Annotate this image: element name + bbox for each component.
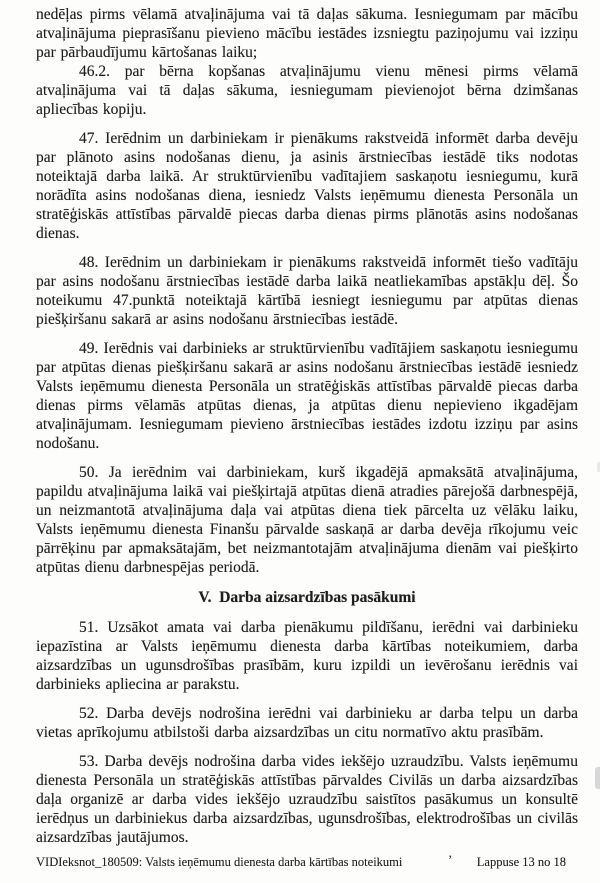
paragraph-47: 47. Ierēdnim un darbiniekam ir pienākums rakstveidā informēt darba devēju par plānoto asins nodošanas dienu, ja asinis ārstniecības iestādē tiks nodotas noteiktajā darba laikā. Ar struktūrvienību vadītajiem saskaņotu iesniegumu, kurā norādīta asins nodošanas diena, iesniedz Valsts ieņēmumu dienesta Personāla un stratēģiskās attīstības pārvaldē piecas darba dienas pirms plānotās asins nodošanas dienas. [36,130,578,242]
paragraph-50: 50. Ja ierēdnim vai darbiniekam, kurš ikgadējā apmaksātā atvaļinājuma, papildu atvaļinājuma laikā vai piešķirtajā atpūtas dienā atradies pārejošā darbnespējā, un neizmantotā atvaļinājuma daļa vai atpūtas diena tiek pārcelta uz vēlāku laiku, Valsts ieņēmumu dienesta Finanšu pārvalde saskaņā ar darba devēja rīkojumu veic pārrēķinu par apmaksātajām, bet neizmantotajām atvaļinājuma dienām vai piešķirto atpūtas dienu darbnespējas periodā. [36,464,578,576]
scan-artifact-mark: ’ [448,852,453,867]
footer-page-number: Lappuse 13 no 18 [476,855,566,869]
paragraph-51: 51. Uzsākot amata vai darba pienākumu pildīšanu, ierēdni vai darbinieku iepazīstina ar Valsts ieņēmumu dienesta darba kārtības noteikumiem, darba aizsardzības un ugunsdrošības prasībām, kuru izpildi un ievērošanu ierēdnis vai darbinieks apliecina ar parakstu. [36,619,578,693]
section-heading-v-darba-aizsardzibas-pasakumi: V. Darba aizsardzības pasākumi [198,589,416,606]
paragraph-46-2: 46.2. par bērna kopšanas atvaļinājumu vienu mēnesi pirms vēlamā atvaļinājuma vai tā daļas sākuma, iesniegumam pievienojot bērna dzimšanas apliecības kopiju. [36,63,578,118]
paragraph-48: 48. Ierēdnim un darbiniekam ir pienākums rakstveidā informēt tiešo vadītāju par asins nodošanu ārstniecības iestādē darba laikā neatliekamības apstākļu dēļ. Šo noteikumu 47.punktā noteiktajā kārtībā iesniegt iesniegumu par atpūtas dienas piešķiršanu sakarā ar asins nodošanu ārstniecības iestādē. [36,254,578,328]
paragraph-52: 52. Darba devējs nodrošina ierēdni vai darbinieku ar darba telpu un darba vietas aprīkojumu atbilstoši darba aizsardzības un citu normatīvo aktu prasībām. [36,705,578,741]
paragraph-53: 53. Darba devējs nodrošina darba vides iekšējo uzraudzību. Valsts ieņēmumu dienesta Personāla un stratēģiskās attīstības pārvaldes Civilās un darba aizsardzības daļa organizē ar darba vides iekšējo uzraudzību saistītos pasākumus un konsultē ierēdņus un darbiniekus darba aizsardzības, ugunsdrošības, elektrodrošības un civilās aizsardzības jautājumos. [36,753,578,846]
footer-document-id: VIDIeksnot_180509: Valsts ieņēmumu dienesta darba kārtības noteikumi [36,855,403,869]
paragraph-46-1-continuation: nedēļas pirms vēlamā atvaļinājuma vai tā daļas sākuma. Iesniegumam par mācību atvaļinājuma pieprasīšanu pievieno mācību iestādes izsniegtu paziņojumu vai izziņu par pārbaudījumu kārtošanas laiku; [36,6,578,61]
paragraph-49: 49. Ierēdnis vai darbinieks ar struktūrvienību vadītājiem saskaņotu iesniegumu par atpūtas dienas piešķiršanu sakarā ar asins nodošanu ārstniecības iestādē iesniedz Valsts ieņēmumu dienesta Personāla un stratēģiskās attīstības pārvaldē piecas darba dienas pirms vēlamās atpūtas dienas, ja atpūtas dienu nepievieno ikgadējam atvaļinājumam. Iesniegumam pievieno ārstniecības iestādes izdotu izziņu par asins nodošanu. [36,340,578,452]
scan-edge-smudge [595,767,600,789]
